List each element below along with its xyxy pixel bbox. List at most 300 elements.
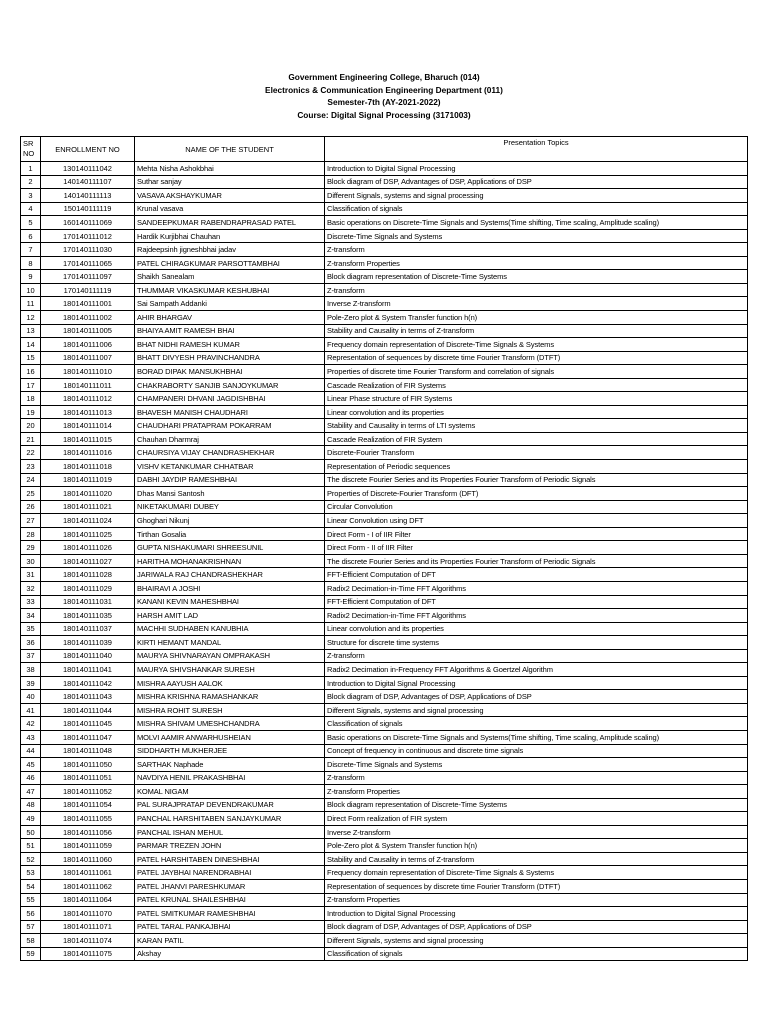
student-name-cell: Dhas Mansi Santosh [135, 487, 325, 501]
enrollment-cell: 140140111107 [41, 175, 135, 189]
presentation-topic-cell: Properties of discrete time Fourier Transform and correlation of signals [325, 365, 748, 379]
enrollment-cell: 180140111040 [41, 649, 135, 663]
student-name-cell: GUPTA NISHAKUMARI SHREESUNIL [135, 541, 325, 555]
column-header-sr-no: SR NO [21, 137, 41, 162]
table-row [21, 690, 748, 704]
sr-no-cell: 49 [21, 812, 41, 826]
student-name-cell: HARITHA MOHANAKRISHNAN [135, 554, 325, 568]
table-row [21, 419, 748, 433]
table-row [21, 744, 748, 758]
student-name-cell: SARTHAK Naphade [135, 758, 325, 772]
presentation-topic-cell: Discrete-Time Signals and Systems [325, 229, 748, 243]
student-name-cell: MISHRA KRISHNA RAMASHANKAR [135, 690, 325, 704]
enrollment-cell: 180140111070 [41, 907, 135, 921]
enrollment-cell: 180140111054 [41, 798, 135, 812]
presentation-topic-cell: Radix2 Decimation in-Frequency FFT Algorithms & Goertzel Algorithm [325, 663, 748, 677]
enrollment-cell: 180140111006 [41, 338, 135, 352]
table-row [21, 541, 748, 555]
sr-no-cell: 1 [21, 162, 41, 176]
student-name-cell: NAVDIYA HENIL PRAKASHBHAI [135, 771, 325, 785]
student-name-cell: Mehta Nisha Ashokbhai [135, 162, 325, 176]
sr-no-cell: 8 [21, 256, 41, 270]
enrollment-cell: 180140111002 [41, 311, 135, 325]
student-name-cell: KANANI KEVIN MAHESHBHAI [135, 595, 325, 609]
sr-no-cell: 45 [21, 758, 41, 772]
table-row [21, 825, 748, 839]
enrollment-cell: 180140111005 [41, 324, 135, 338]
table-row [21, 216, 748, 230]
student-name-cell: CHAKRABORTY SANJIB SANJOYKUMAR [135, 378, 325, 392]
sr-no-cell: 12 [21, 311, 41, 325]
presentation-topic-cell: Cascade Realization of FIR Systems [325, 378, 748, 392]
sr-no-cell: 20 [21, 419, 41, 433]
table-row [21, 175, 748, 189]
sr-no-cell: 30 [21, 554, 41, 568]
enrollment-cell: 180140111014 [41, 419, 135, 433]
enrollment-cell: 180140111010 [41, 365, 135, 379]
student-name-cell: BHATT DIVYESH PRAVINCHANDRA [135, 351, 325, 365]
college-title: Government Engineering College, Bharuch (014) [288, 72, 480, 82]
enrollment-cell: 180140111007 [41, 351, 135, 365]
sr-no-cell: 41 [21, 703, 41, 717]
enrollment-cell: 180140111031 [41, 595, 135, 609]
table-row [21, 378, 748, 392]
sr-no-cell: 14 [21, 338, 41, 352]
table-row [21, 730, 748, 744]
presentation-topic-cell: Z-transform [325, 283, 748, 297]
student-name-cell: PATEL HARSHITABEN DINESHBHAI [135, 852, 325, 866]
table-row [21, 256, 748, 270]
table-row [21, 812, 748, 826]
sr-no-cell: 23 [21, 460, 41, 474]
presentation-topic-cell: Radix2 Decimation-in-Time FFT Algorithms [325, 581, 748, 595]
presentation-topic-cell: Representation of sequences by discrete time Fourier Transform (DTFT) [325, 879, 748, 893]
table-row [21, 405, 748, 419]
table-row [21, 243, 748, 257]
presentation-topic-cell: Different Signals, systems and signal processing [325, 934, 748, 948]
enrollment-cell: 180140111015 [41, 432, 135, 446]
presentation-topic-cell: Classification of signals [325, 947, 748, 961]
student-name-cell: BHAIYA AMIT RAMESH BHAI [135, 324, 325, 338]
student-name-cell: PATEL KRUNAL SHAILESHBHAI [135, 893, 325, 907]
enrollment-cell: 180140111051 [41, 771, 135, 785]
enrollment-cell: 180140111013 [41, 405, 135, 419]
presentation-topic-cell: Introduction to Digital Signal Processing [325, 162, 748, 176]
presentation-topic-cell: Representation of Periodic sequences [325, 460, 748, 474]
presentation-topic-cell: Linear Convolution using DFT [325, 514, 748, 528]
sr-no-cell: 10 [21, 283, 41, 297]
enrollment-cell: 180140111027 [41, 554, 135, 568]
table-row [21, 920, 748, 934]
presentation-topic-cell: The discrete Fourier Series and its Properties Fourier Transform of Periodic Signals [325, 473, 748, 487]
sr-no-cell: 5 [21, 216, 41, 230]
table-row [21, 934, 748, 948]
table-row [21, 473, 748, 487]
sr-no-cell: 57 [21, 920, 41, 934]
table-row [21, 432, 748, 446]
table-row [21, 514, 748, 528]
table-row [21, 283, 748, 297]
presentation-topic-cell: Concept of frequency in continuous and discrete time signals [325, 744, 748, 758]
course-title: Course: Digital Signal Processing (3171003) [297, 109, 471, 120]
sr-no-cell: 39 [21, 676, 41, 690]
student-topic-table [20, 136, 748, 961]
student-name-cell: VISHV KETANKUMAR CHHATBAR [135, 460, 325, 474]
presentation-topic-cell: Classification of signals [325, 202, 748, 216]
enrollment-cell: 180140111024 [41, 514, 135, 528]
sr-no-cell: 22 [21, 446, 41, 460]
table-row [21, 785, 748, 799]
sr-no-cell: 27 [21, 514, 41, 528]
enrollment-cell: 180140111071 [41, 920, 135, 934]
sr-no-cell: 15 [21, 351, 41, 365]
presentation-topic-cell: Basic operations on Discrete-Time Signals and Systems(Time shifting, Time scaling, Amplitude scaling) [325, 216, 748, 230]
enrollment-cell: 180140111037 [41, 622, 135, 636]
table-row [21, 839, 748, 853]
enrollment-cell: 130140111042 [41, 162, 135, 176]
presentation-topic-cell: Discrete-Time Signals and Systems [325, 758, 748, 772]
sr-no-cell: 25 [21, 487, 41, 501]
student-name-cell: Shaikh Sanealam [135, 270, 325, 284]
presentation-topic-cell: Z-transform [325, 649, 748, 663]
enrollment-cell: 170140111030 [41, 243, 135, 257]
presentation-topic-cell: Inverse Z-transform [325, 825, 748, 839]
table-row [21, 798, 748, 812]
column-header-name: NAME OF THE STUDENT [135, 137, 325, 162]
table-row [21, 460, 748, 474]
table-row [21, 351, 748, 365]
table-row [21, 311, 748, 325]
semester-title: Semester-7th (AY-2021-2022) [327, 97, 441, 108]
presentation-topic-cell: Pole-Zero plot & System Transfer function h(n) [325, 839, 748, 853]
sr-no-cell: 52 [21, 852, 41, 866]
student-name-cell: Suthar sanjay [135, 175, 325, 189]
presentation-topic-cell: Stability and Causality in terms of LTI systems [325, 419, 748, 433]
student-name-cell: MISHRA SHIVAM UMESHCHANDRA [135, 717, 325, 731]
sr-no-cell: 51 [21, 839, 41, 853]
sr-no-cell: 37 [21, 649, 41, 663]
sr-no-cell: 9 [21, 270, 41, 284]
enrollment-cell: 180140111025 [41, 527, 135, 541]
sr-no-cell: 56 [21, 907, 41, 921]
enrollment-cell: 180140111052 [41, 785, 135, 799]
table-row [21, 527, 748, 541]
presentation-topic-cell: Stability and Causality in terms of Z-transform [325, 852, 748, 866]
sr-no-cell: 26 [21, 500, 41, 514]
student-name-cell: DABHI JAYDIP RAMESHBHAI [135, 473, 325, 487]
student-name-cell: Ghoghari Nikunj [135, 514, 325, 528]
presentation-topic-cell: Z-transform Properties [325, 256, 748, 270]
enrollment-cell: 160140111069 [41, 216, 135, 230]
sr-no-cell: 34 [21, 609, 41, 623]
enrollment-cell: 180140111059 [41, 839, 135, 853]
presentation-topic-cell: Introduction to Digital Signal Processing [325, 907, 748, 921]
student-name-cell: MOLVI AAMIR ANWARHUSHEIAN [135, 730, 325, 744]
presentation-topic-cell: Properties of Discrete-Fourier Transform (DFT) [325, 487, 748, 501]
enrollment-cell: 180140111048 [41, 744, 135, 758]
presentation-topic-cell: Linear convolution and its properties [325, 405, 748, 419]
sr-no-cell: 18 [21, 392, 41, 406]
presentation-topic-cell: Frequency domain representation of Discrete-Time Signals & Systems [325, 338, 748, 352]
enrollment-cell: 180140111026 [41, 541, 135, 555]
student-name-cell: MACHHI SUDHABEN KANUBHIA [135, 622, 325, 636]
enrollment-cell: 180140111047 [41, 730, 135, 744]
enrollment-cell: 170140111012 [41, 229, 135, 243]
sr-no-cell: 36 [21, 636, 41, 650]
student-name-cell: MAURYA SHIVNARAYAN OMPRAKASH [135, 649, 325, 663]
sr-no-cell: 58 [21, 934, 41, 948]
enrollment-cell: 180140111055 [41, 812, 135, 826]
enrollment-cell: 180140111016 [41, 446, 135, 460]
presentation-topic-cell: Different Signals, systems and signal processing [325, 703, 748, 717]
presentation-topic-cell: Introduction to Digital Signal Processing [325, 676, 748, 690]
table-row [21, 609, 748, 623]
sr-no-cell: 50 [21, 825, 41, 839]
enrollment-cell: 180140111075 [41, 947, 135, 961]
table-body [21, 162, 748, 961]
student-name-cell: PANCHAL ISHAN MEHUL [135, 825, 325, 839]
sr-no-cell: 29 [21, 541, 41, 555]
sr-no-cell: 55 [21, 893, 41, 907]
enrollment-cell: 180140111041 [41, 663, 135, 677]
enrollment-cell: 180140111061 [41, 866, 135, 880]
sr-no-cell: 44 [21, 744, 41, 758]
student-name-cell: CHAURSIYA VIJAY CHANDRASHEKHAR [135, 446, 325, 460]
presentation-topic-cell: Direct Form - I of IIR Filter [325, 527, 748, 541]
enrollment-cell: 180140111019 [41, 473, 135, 487]
presentation-topic-cell: Basic operations on Discrete-Time Signals and Systems(Time shifting, Time scaling, Amplitude scaling) [325, 730, 748, 744]
student-name-cell: BHAVESH MANISH CHAUDHARI [135, 405, 325, 419]
table-row [21, 866, 748, 880]
enrollment-cell: 170140111065 [41, 256, 135, 270]
student-name-cell: SANDEEPKUMAR RABENDRAPRASAD PATEL [135, 216, 325, 230]
presentation-topic-cell: Representation of sequences by discrete time Fourier Transform (DTFT) [325, 351, 748, 365]
student-name-cell: PATEL JAYBHAI NARENDRABHAI [135, 866, 325, 880]
presentation-topic-cell: Block diagram of DSP, Advantages of DSP, Applications of DSP [325, 175, 748, 189]
table-row [21, 663, 748, 677]
presentation-topic-cell: Block diagram of DSP, Advantages of DSP, Applications of DSP [325, 920, 748, 934]
table-row [21, 581, 748, 595]
presentation-topic-cell: Block diagram representation of Discrete-Time Systems [325, 798, 748, 812]
enrollment-cell: 180140111064 [41, 893, 135, 907]
table-row [21, 338, 748, 352]
student-name-cell: KARAN PATIL [135, 934, 325, 948]
presentation-topic-cell: Z-transform [325, 771, 748, 785]
sr-no-cell: 17 [21, 378, 41, 392]
table-row [21, 907, 748, 921]
sr-no-cell: 13 [21, 324, 41, 338]
presentation-topic-cell: Block diagram of DSP, Advantages of DSP, Applications of DSP [325, 690, 748, 704]
student-name-cell: BORAD DIPAK MANSUKHBHAI [135, 365, 325, 379]
table-row [21, 500, 748, 514]
sr-no-cell: 11 [21, 297, 41, 311]
student-name-cell: Sai Sampath Addanki [135, 297, 325, 311]
student-name-cell: PATEL JHANVI PARESHKUMAR [135, 879, 325, 893]
enrollment-cell: 180140111056 [41, 825, 135, 839]
enrollment-cell: 150140111119 [41, 202, 135, 216]
table-row [21, 297, 748, 311]
table-row [21, 189, 748, 203]
table-row [21, 324, 748, 338]
table-row [21, 852, 748, 866]
presentation-topic-cell: Direct Form realization of FIR system [325, 812, 748, 826]
enrollment-cell: 180140111062 [41, 879, 135, 893]
sr-no-cell: 59 [21, 947, 41, 961]
sr-no-cell: 16 [21, 365, 41, 379]
table-header-row [21, 137, 748, 162]
table-row [21, 771, 748, 785]
presentation-topic-cell: Frequency domain representation of Discrete-Time Signals & Systems [325, 866, 748, 880]
presentation-topic-cell: Z-transform Properties [325, 893, 748, 907]
student-name-cell: CHAMPANERI DHVANI JAGDISHBHAI [135, 392, 325, 406]
sr-no-cell: 28 [21, 527, 41, 541]
student-name-cell: MISHRA ROHIT SURESH [135, 703, 325, 717]
presentation-topic-cell: Radix2 Decimation-in-Time FFT Algorithms [325, 609, 748, 623]
student-name-cell: Rajdeepsinh jigneshbhai jadav [135, 243, 325, 257]
table-row [21, 649, 748, 663]
enrollment-cell: 180140111001 [41, 297, 135, 311]
presentation-topic-cell: Cascade Realization of FIR System [325, 432, 748, 446]
table-row [21, 392, 748, 406]
sr-no-cell: 33 [21, 595, 41, 609]
enrollment-cell: 180140111044 [41, 703, 135, 717]
table-row [21, 202, 748, 216]
student-name-cell: VASAVA AKSHAYKUMAR [135, 189, 325, 203]
table-row [21, 622, 748, 636]
enrollment-cell: 180140111020 [41, 487, 135, 501]
student-name-cell: KIRTI HEMANT MANDAL [135, 636, 325, 650]
student-name-cell: BHAIRAVI A JOSHI [135, 581, 325, 595]
sr-no-cell: 6 [21, 229, 41, 243]
table-row [21, 758, 748, 772]
enrollment-cell: 180140111042 [41, 676, 135, 690]
student-name-cell: Akshay [135, 947, 325, 961]
table-row [21, 636, 748, 650]
presentation-topic-cell: FFT-Efficient Computation of DFT [325, 595, 748, 609]
sr-no-cell: 35 [21, 622, 41, 636]
student-name-cell: NIKETAKUMARI DUBEY [135, 500, 325, 514]
presentation-topic-cell: Pole-Zero plot & System Transfer function h(n) [325, 311, 748, 325]
presentation-topic-cell: Block diagram representation of Discrete-Time Systems [325, 270, 748, 284]
enrollment-cell: 180140111018 [41, 460, 135, 474]
table-row [21, 879, 748, 893]
sr-no-cell: 4 [21, 202, 41, 216]
enrollment-cell: 140140111113 [41, 189, 135, 203]
table-row [21, 554, 748, 568]
student-name-cell: JARIWALA RAJ CHANDRASHEKHAR [135, 568, 325, 582]
sr-no-cell: 38 [21, 663, 41, 677]
table-row [21, 947, 748, 961]
table-row [21, 487, 748, 501]
student-name-cell: PATEL CHIRAGKUMAR PARSOTTAMBHAI [135, 256, 325, 270]
student-name-cell: Hardik Kurjibhai Chauhan [135, 229, 325, 243]
student-name-cell: CHAUDHARI PRATAPRAM POKARRAM [135, 419, 325, 433]
student-name-cell: HARSH AMIT LAD [135, 609, 325, 623]
student-name-cell: Chauhan Dharmraj [135, 432, 325, 446]
department-title: Electronics & Communication Engineering Department (011) [265, 84, 503, 95]
presentation-topic-cell: Z-transform [325, 243, 748, 257]
enrollment-cell: 180140111043 [41, 690, 135, 704]
student-name-cell: KOMAL NIGAM [135, 785, 325, 799]
student-name-cell: AHIR BHARGAV [135, 311, 325, 325]
sr-no-cell: 21 [21, 432, 41, 446]
presentation-topic-cell: Z-transform Properties [325, 785, 748, 799]
enrollment-cell: 180140111029 [41, 581, 135, 595]
document-header [0, 71, 768, 121]
enrollment-cell: 180140111035 [41, 609, 135, 623]
sr-no-cell: 42 [21, 717, 41, 731]
enrollment-cell: 170140111119 [41, 283, 135, 297]
student-name-cell: SIDDHARTH MUKHERJEE [135, 744, 325, 758]
presentation-topic-cell: FFT-Efficient Computation of DFT [325, 568, 748, 582]
table-row [21, 229, 748, 243]
student-name-cell: THUMMAR VIKASKUMAR KESHUBHAI [135, 283, 325, 297]
student-name-cell: Krunal vasava [135, 202, 325, 216]
enrollment-cell: 180140111012 [41, 392, 135, 406]
student-name-cell: PATEL TARAL PANKAJBHAI [135, 920, 325, 934]
sr-no-cell: 3 [21, 189, 41, 203]
table-row [21, 446, 748, 460]
sr-no-cell: 47 [21, 785, 41, 799]
sr-no-cell: 54 [21, 879, 41, 893]
table-row [21, 893, 748, 907]
sr-no-cell: 19 [21, 405, 41, 419]
table-row [21, 676, 748, 690]
student-name-cell: BHAT NIDHI RAMESH KUMAR [135, 338, 325, 352]
presentation-topic-cell: Inverse Z-transform [325, 297, 748, 311]
student-name-cell: Tirthan Gosalia [135, 527, 325, 541]
enrollment-cell: 180140111011 [41, 378, 135, 392]
enrollment-cell: 170140111097 [41, 270, 135, 284]
presentation-topic-cell: Different Signals, systems and signal processing [325, 189, 748, 203]
enrollment-cell: 180140111039 [41, 636, 135, 650]
presentation-topic-cell: Classification of signals [325, 717, 748, 731]
enrollment-cell: 180140111021 [41, 500, 135, 514]
table-row [21, 703, 748, 717]
student-name-cell: MISHRA AAYUSH AALOK [135, 676, 325, 690]
student-name-cell: PATEL SMITKUMAR RAMESHBHAI [135, 907, 325, 921]
sr-no-cell: 48 [21, 798, 41, 812]
presentation-topic-cell: Stability and Causality in terms of Z-transform [325, 324, 748, 338]
sr-no-cell: 46 [21, 771, 41, 785]
column-header-topic: Presentation Topics [325, 137, 748, 162]
enrollment-cell: 180140111028 [41, 568, 135, 582]
presentation-topic-cell: Discrete-Fourier Transform [325, 446, 748, 460]
sr-no-cell: 40 [21, 690, 41, 704]
sr-no-cell: 31 [21, 568, 41, 582]
presentation-topic-cell: Linear Phase structure of FIR Systems [325, 392, 748, 406]
enrollment-cell: 180140111074 [41, 934, 135, 948]
table-row [21, 568, 748, 582]
table-row [21, 162, 748, 176]
table-row [21, 270, 748, 284]
sr-no-cell: 43 [21, 730, 41, 744]
column-header-enrollment: ENROLLMENT NO [41, 137, 135, 162]
sr-no-cell: 32 [21, 581, 41, 595]
presentation-topic-cell: Linear convolution and its properties [325, 622, 748, 636]
sr-no-cell: 2 [21, 175, 41, 189]
table-row [21, 595, 748, 609]
enrollment-cell: 180140111045 [41, 717, 135, 731]
table-row [21, 717, 748, 731]
sr-no-cell: 24 [21, 473, 41, 487]
table-row [21, 365, 748, 379]
student-name-cell: PANCHAL HARSHITABEN SANJAYKUMAR [135, 812, 325, 826]
student-name-cell: PAL SURAJPRATAP DEVENDRAKUMAR [135, 798, 325, 812]
student-name-cell: PARMAR TREZEN JOHN [135, 839, 325, 853]
sr-no-cell: 7 [21, 243, 41, 257]
sr-no-cell: 53 [21, 866, 41, 880]
